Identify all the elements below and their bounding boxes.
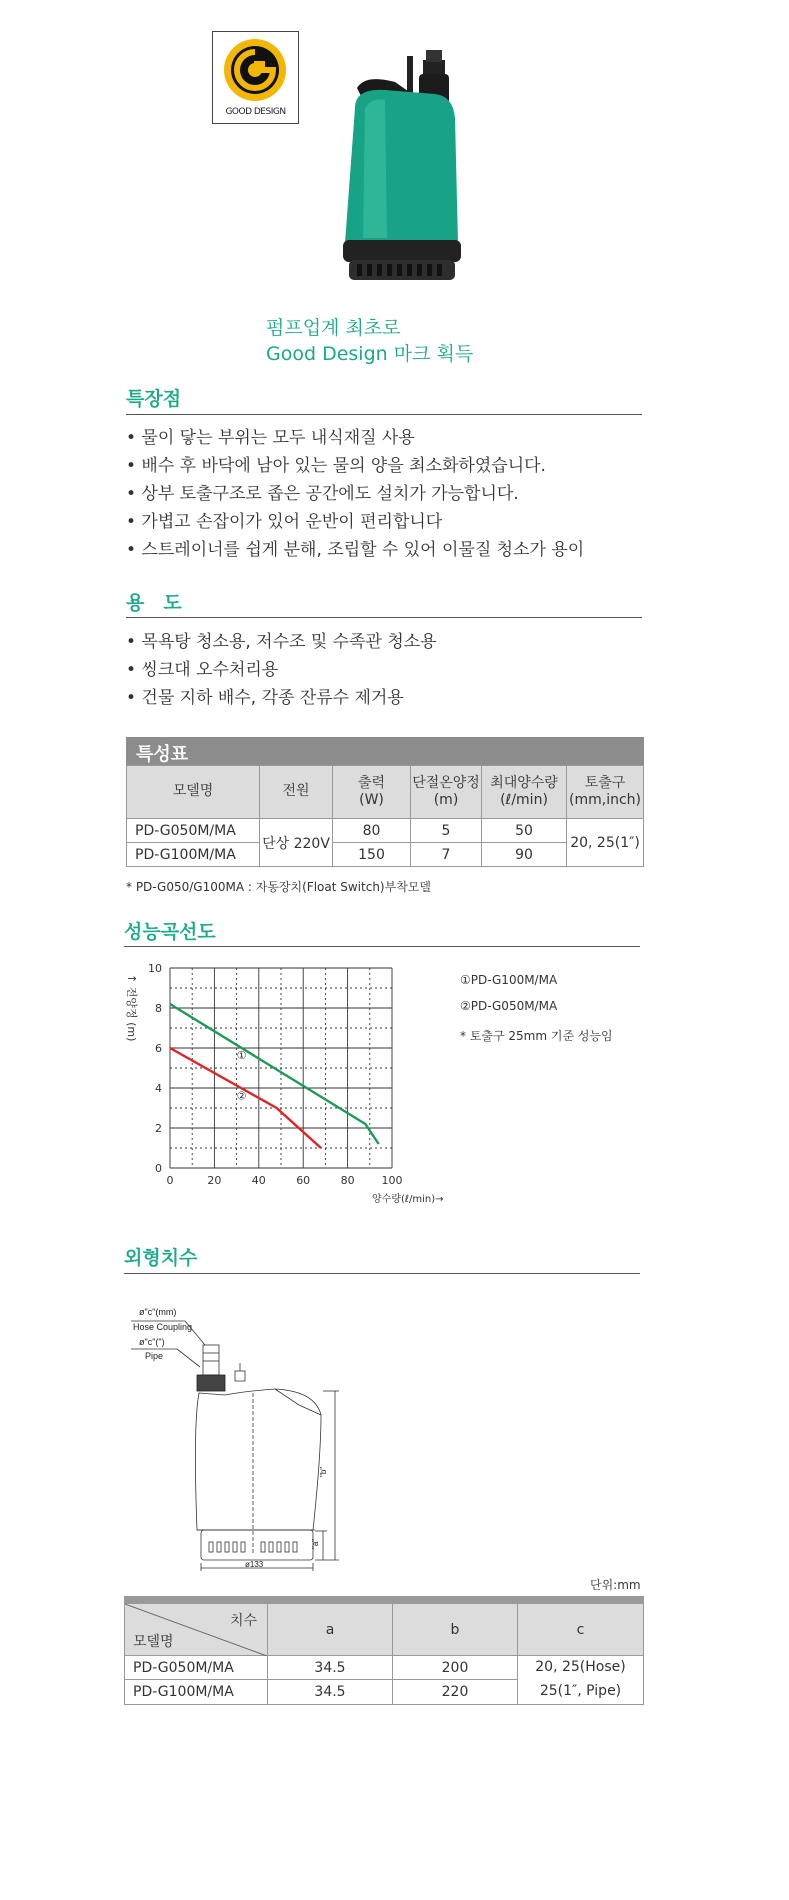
spec-note: * PD-G050/G100MA : 자동장치(Float Switch)부착모델 <box>126 880 431 894</box>
col-power: 전원 <box>260 766 333 819</box>
table-row: PD-G100M/MA 150 7 90 <box>127 843 644 867</box>
table-row: PD-G050M/MA 34.5 200 20, 25(Hose) 25(1″, Pipe) <box>125 1656 644 1680</box>
y-tick-label: 2 <box>155 1122 162 1135</box>
performance-title: 성능곡선도 <box>124 921 216 943</box>
series-label-2: ② <box>236 1089 247 1103</box>
dimensions-divider <box>124 1273 640 1274</box>
use-item: • 씽크대 오수처리용 <box>126 660 279 680</box>
col-b: b <box>393 1604 518 1656</box>
y-tick-label: 10 <box>148 962 162 975</box>
table-row: PD-G050M/MA 단상 220V 80 5 50 20, 25(1″) <box>127 819 644 843</box>
dim-table-top-bar <box>124 1596 644 1603</box>
uses-title: 용 도 <box>126 592 182 614</box>
pump-product-image <box>325 48 475 298</box>
label-c-inch: ø"c"(") <box>139 1337 165 1347</box>
col-c: c <box>518 1604 644 1656</box>
good-design-text: GOOD DESIGN <box>225 107 286 117</box>
performance-chart <box>120 960 460 1210</box>
spec-table-title: 특성표 <box>136 744 189 765</box>
feature-item: • 가볍고 손잡이가 있어 운반이 편리합니다 <box>126 512 443 532</box>
feature-item: • 배수 후 바닥에 남아 있는 물의 양을 최소화하였습니다. <box>126 456 546 476</box>
label-c-mm: ø"c"(mm) <box>139 1307 177 1317</box>
x-tick-label: 20 <box>207 1174 222 1187</box>
col-outlet: 토출구 (mm,inch) <box>567 766 644 819</box>
label-hose-coupling: Hose Coupling <box>133 1322 193 1332</box>
label-pipe: Pipe <box>145 1351 164 1361</box>
x-tick-label: 0 <box>166 1174 174 1187</box>
y-tick-label: 4 <box>155 1082 162 1095</box>
spec-table <box>126 765 644 867</box>
dimension-table <box>124 1603 644 1705</box>
use-item: • 목욕탕 청소용, 저수조 및 수족관 청소용 <box>126 632 437 652</box>
series-label-1: ① <box>236 1048 247 1062</box>
features-divider <box>126 414 642 415</box>
spec-table-header-bar <box>126 737 644 765</box>
good-design-badge <box>212 31 299 124</box>
x-tick-label: 60 <box>296 1174 311 1187</box>
headline-line2: Good Design 마크 획득 <box>266 343 474 365</box>
feature-item: • 상부 토출구조로 좁은 공간에도 설치가 가능합니다. <box>126 484 519 504</box>
col-model: 모델명 <box>127 766 260 819</box>
label-diameter: ø133 <box>245 1560 264 1569</box>
x-tick-label: 100 <box>381 1174 403 1187</box>
use-item: • 건물 지하 배수, 각종 잔류수 제거용 <box>126 688 404 708</box>
good-design-logo-icon <box>213 34 298 104</box>
col-head: 단절온양정 (m) <box>411 766 482 819</box>
x-tick-label: 80 <box>340 1174 355 1187</box>
y-tick-label: 0 <box>155 1162 162 1175</box>
features-title: 특장점 <box>126 388 182 410</box>
x-tick-label: 40 <box>251 1174 266 1187</box>
label-a: "a" <box>311 1538 320 1549</box>
table-row: PD-G100M/MA 34.5 220 <box>125 1680 644 1704</box>
dimension-drawing <box>125 1305 355 1575</box>
col-output: 출력 (W) <box>333 766 411 819</box>
feature-item: • 스트레이너를 쉽게 분해, 조립할 수 있어 이물질 청소가 용이 <box>126 540 585 560</box>
uses-divider <box>126 617 642 618</box>
headline-line1: 펌프업계 최초로 <box>266 317 401 339</box>
y-axis-label: ↑ 전양정 (m) <box>125 974 138 1042</box>
label-b: "b" <box>319 1466 328 1477</box>
col-flow: 최대양수량 (ℓ/min) <box>482 766 567 819</box>
dimensions-title: 외형치수 <box>124 1247 198 1269</box>
performance-divider <box>124 946 640 947</box>
col-a: a <box>268 1604 393 1656</box>
corner-header: 치수 모델명 <box>125 1604 268 1656</box>
feature-item: • 물이 닿는 부위는 모두 내식재질 사용 <box>126 428 415 448</box>
x-axis-label: 양수량(ℓ/min)→ <box>372 1194 444 1205</box>
legend-series-2: ②PD-G050M/MA <box>460 999 558 1013</box>
legend-series-1: ①PD-G100M/MA <box>460 973 558 987</box>
chart-annotation: * 토출구 25mm 기준 성능임 <box>460 1029 613 1043</box>
y-tick-label: 8 <box>155 1002 162 1015</box>
y-tick-label: 6 <box>155 1042 162 1055</box>
unit-label: 단위:mm <box>590 1578 641 1592</box>
